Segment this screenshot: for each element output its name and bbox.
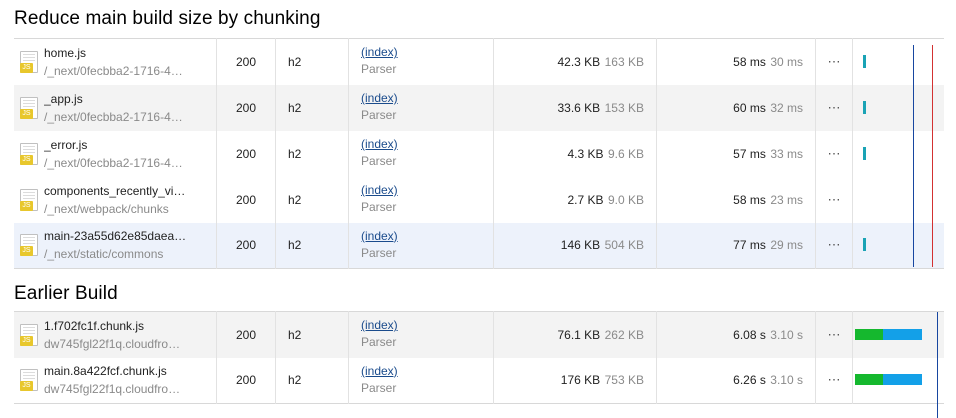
size-transferred: 76.1 KB <box>557 327 601 342</box>
overflow-dots-icon[interactable]: ⋯ <box>816 131 853 177</box>
size-transferred: 33.6 KB <box>557 100 601 115</box>
waterfall-cell <box>853 39 945 85</box>
initiator-type: Parser <box>361 335 397 350</box>
time-cell <box>657 85 816 131</box>
initiator-link[interactable]: (index) <box>361 183 398 197</box>
initiator-type: Parser <box>361 108 397 122</box>
waterfall-track <box>853 223 944 267</box>
size-resource: 153 KB <box>604 100 644 115</box>
time-total: 58 ms <box>733 192 766 207</box>
request-name: main.8a422fcf.chunk.js <box>44 364 167 379</box>
waterfall-track <box>853 86 944 130</box>
time-latency: 32 ms <box>770 100 803 115</box>
initiator-cell[interactable] <box>349 358 494 404</box>
request-path: /_next/0fecbba2-1716-4… <box>44 109 183 124</box>
size-transferred: 146 KB <box>560 238 601 253</box>
section-title-chunking: Reduce main build size by chunking <box>14 8 321 29</box>
size-transferred: 42.3 KB <box>557 54 601 69</box>
status-cell: 200 <box>217 85 276 131</box>
initiator-cell[interactable] <box>349 312 494 358</box>
dom-content-loaded-line <box>913 45 914 267</box>
request-name-cell[interactable] <box>14 223 217 269</box>
overflow-dots-icon[interactable]: ⋯ <box>816 177 853 223</box>
js-file-icon: JS <box>20 97 38 119</box>
request-name: main-23a55d62e85daea… <box>44 229 187 244</box>
time-latency: 30 ms <box>770 54 803 69</box>
waterfall-cell <box>853 177 945 223</box>
waterfall-segment-wait <box>855 374 883 385</box>
initiator-cell[interactable] <box>349 131 494 177</box>
request-name: home.js <box>44 45 87 60</box>
request-name-cell[interactable] <box>14 358 217 404</box>
initiator-link[interactable]: (index) <box>361 45 398 60</box>
initiator-link[interactable]: (index) <box>361 318 398 333</box>
time-total: 6.08 s <box>733 327 766 342</box>
protocol-cell: h2 <box>276 131 349 177</box>
time-cell <box>657 39 816 85</box>
protocol-cell: h2 <box>276 177 349 223</box>
overflow-dots-icon[interactable]: ⋯ <box>816 85 853 131</box>
time-total: 58 ms <box>733 54 766 69</box>
js-file-icon: JS <box>20 369 38 391</box>
time-latency: 3.10 s <box>770 327 803 342</box>
time-latency: 23 ms <box>770 192 803 207</box>
table-row[interactable] <box>14 358 944 404</box>
initiator-link[interactable]: (index) <box>361 228 398 243</box>
protocol-cell: h2 <box>276 223 349 269</box>
protocol-cell: h2 <box>276 312 349 358</box>
size-resource: 9.6 KB <box>607 146 644 161</box>
waterfall-cell <box>853 223 945 269</box>
request-name-cell[interactable] <box>14 85 217 131</box>
request-path: /_next/webpack/chunks <box>44 201 169 216</box>
time-total: 77 ms <box>733 238 766 253</box>
size-cell <box>494 85 657 131</box>
waterfall-cell <box>853 85 945 131</box>
table-row[interactable] <box>14 223 944 269</box>
time-cell <box>657 177 816 223</box>
initiator-type: Parser <box>361 200 397 214</box>
initiator-type: Parser <box>361 62 397 77</box>
size-transferred: 2.7 KB <box>567 192 604 207</box>
waterfall-track <box>853 313 944 357</box>
protocol-cell: h2 <box>276 39 349 85</box>
initiator-cell[interactable] <box>349 39 494 85</box>
waterfall-tick <box>863 101 866 114</box>
size-cell <box>494 39 657 85</box>
size-resource: 262 KB <box>604 327 644 342</box>
size-resource: 753 KB <box>604 373 644 388</box>
table-row[interactable] <box>14 85 944 131</box>
status-cell: 200 <box>217 177 276 223</box>
waterfall-tick <box>863 147 866 160</box>
request-path: /_next/static/commons <box>44 247 164 262</box>
time-total: 6.26 s <box>733 373 766 388</box>
waterfall-bar <box>855 329 922 340</box>
js-file-icon: JS <box>20 189 38 211</box>
overflow-dots-icon[interactable]: ⋯ <box>816 39 853 85</box>
size-transferred: 4.3 KB <box>567 146 604 161</box>
protocol-cell: h2 <box>276 85 349 131</box>
waterfall-segment-download <box>883 374 922 385</box>
time-latency: 29 ms <box>770 238 803 253</box>
waterfall-tick <box>863 55 866 68</box>
request-name: _error.js <box>44 137 88 152</box>
waterfall-cell <box>853 358 945 404</box>
initiator-type: Parser <box>361 380 397 395</box>
initiator-cell[interactable] <box>349 177 494 223</box>
js-file-icon: JS <box>20 51 38 73</box>
time-cell <box>657 223 816 269</box>
request-name-cell[interactable] <box>14 177 217 223</box>
size-cell <box>494 358 657 404</box>
size-cell <box>494 312 657 358</box>
time-cell <box>657 358 816 404</box>
request-path: /_next/0fecbba2-1716-4… <box>44 155 183 170</box>
size-resource: 504 KB <box>604 238 644 253</box>
time-latency: 33 ms <box>770 146 803 161</box>
waterfall-cell <box>853 131 945 177</box>
request-path: /_next/0fecbba2-1716-4… <box>44 63 183 78</box>
request-path: dw745fgl22f1q.cloudfro… <box>44 336 181 351</box>
network-request-table-earlier <box>14 311 944 404</box>
time-cell <box>657 312 816 358</box>
size-cell <box>494 131 657 177</box>
overflow-dots-icon[interactable]: ⋯ <box>816 223 853 269</box>
initiator-link[interactable]: (index) <box>361 363 398 378</box>
table-row[interactable] <box>14 39 944 85</box>
size-cell <box>494 223 657 269</box>
initiator-cell[interactable] <box>349 223 494 269</box>
table-row[interactable] <box>14 131 944 177</box>
overflow-dots-icon[interactable]: ⋯ <box>816 358 853 404</box>
waterfall-segment-wait <box>855 329 883 340</box>
waterfall-segment-download <box>883 329 922 340</box>
status-cell: 200 <box>217 223 276 269</box>
size-resource: 163 KB <box>604 54 644 69</box>
size-cell <box>494 177 657 223</box>
js-file-icon: JS <box>20 324 38 346</box>
time-cell <box>657 131 816 177</box>
overflow-dots-icon[interactable]: ⋯ <box>816 312 853 358</box>
initiator-link[interactable]: (index) <box>361 137 398 151</box>
size-resource: 9.0 KB <box>607 192 644 207</box>
request-name: 1.f702fc1f.chunk.js <box>44 318 145 333</box>
dom-content-loaded-line <box>937 312 938 418</box>
size-transferred: 176 KB <box>560 373 601 388</box>
initiator-cell[interactable] <box>349 85 494 131</box>
table-row[interactable] <box>14 312 944 358</box>
request-name-cell[interactable] <box>14 312 217 358</box>
waterfall-track <box>853 178 944 222</box>
waterfall-track <box>853 40 944 84</box>
time-total: 57 ms <box>733 146 766 161</box>
waterfall-cell <box>853 312 945 358</box>
request-name: components_recently_vi… <box>44 183 186 198</box>
load-event-line <box>932 45 933 267</box>
js-file-icon: JS <box>20 234 38 256</box>
initiator-link[interactable]: (index) <box>361 91 398 105</box>
protocol-cell: h2 <box>276 358 349 404</box>
request-path: dw745fgl22f1q.cloudfro… <box>44 382 181 397</box>
status-cell: 200 <box>217 39 276 85</box>
status-cell: 200 <box>217 312 276 358</box>
initiator-type: Parser <box>361 245 397 260</box>
section-title-earlier-build: Earlier Build <box>14 283 118 304</box>
js-file-icon: JS <box>20 143 38 165</box>
time-latency: 3.10 s <box>770 373 803 388</box>
initiator-type: Parser <box>361 154 397 168</box>
time-total: 60 ms <box>733 100 766 115</box>
network-request-table-chunking <box>14 38 944 269</box>
request-name-cell[interactable] <box>14 131 217 177</box>
status-cell: 200 <box>217 358 276 404</box>
waterfall-track <box>853 358 944 402</box>
waterfall-bar <box>855 374 922 385</box>
request-name-cell[interactable] <box>14 39 217 85</box>
request-name: _app.js <box>44 91 83 106</box>
waterfall-track <box>853 132 944 176</box>
table-row[interactable] <box>14 177 944 223</box>
waterfall-tick <box>863 238 866 251</box>
status-cell: 200 <box>217 131 276 177</box>
